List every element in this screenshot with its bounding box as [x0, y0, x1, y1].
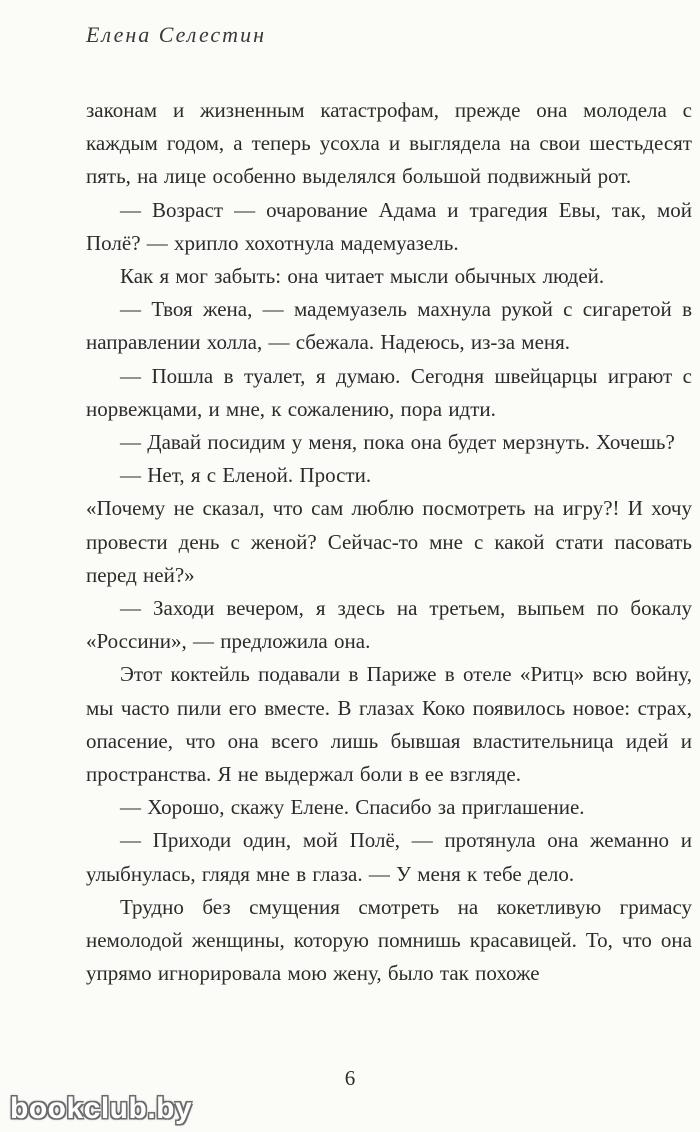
paragraph: Этот коктейль подавали в Париже в отеле «Ритц» всю войну, мы часто пили его вместе. В глазах Коко появилось новое: страх, опасение, что она всего лишь бывшая властительница идей и пространства. Я не выдержал боли в ее взгляде. — [86, 662, 692, 787]
paragraph: — Твоя жена, — мадемуазель махнула рукой с сигаретой в направлении холла, — сбежала. Надеюсь, из-за меня. — [86, 297, 692, 355]
paragraph: — Хорошо, скажу Елене. Спасибо за приглашение. — [120, 795, 585, 820]
watermark-logo: bookclub.by — [10, 1092, 193, 1125]
paragraph: — Давай посидим у меня, пока она будет мерзнуть. Хочешь? — [120, 430, 675, 455]
running-head-author: Елена Селестин — [86, 22, 266, 47]
paragraph: — Возраст — очарование Адама и трагедия Евы, так, мой Полё? — хрипло хохотнула мадемуазель. — [86, 197, 692, 255]
paragraph: законам и жизненным катастрофам, прежде она молодела с каждым годом, а теперь усохла и выглядела на свои шестьдесят пять, на лице особенно выделялся большой подвижный рот. — [86, 98, 692, 189]
paragraph: — Приходи один, мой Полё, — протянула она жеманно и улыбнулась, глядя мне в глаза. — У меня к тебе дело. — [86, 828, 692, 886]
body-text — [86, 94, 692, 990]
page-number: 6 — [344, 1066, 356, 1090]
paragraph: — Пошла в туалет, я думаю. Сегодня швейцарцы играют с норвежцами, и мне, к сожалению, пора идти. — [86, 363, 692, 421]
paragraph: Трудно без смущения смотреть на кокетливую гримасу немолодой женщины, которую помнишь красавицей. То, что она упрямо игнорировала мою жену, было так похоже — [86, 894, 692, 986]
paragraph: — Нет, я с Еленой. Прости. — [120, 463, 372, 488]
paragraph: Как я мог забыть: она читает мысли обычных людей. — [120, 264, 605, 289]
paragraph: «Почему не сказал, что сам люблю посмотреть на игру?! И хочу провести день с женой? Сейчас-то мне с какой стати пасовать перед ней?» — [86, 496, 692, 587]
paragraph: — Заходи вечером, я здесь на третьем, выпьем по бокалу «Россини», — предложила она. — [86, 596, 692, 654]
